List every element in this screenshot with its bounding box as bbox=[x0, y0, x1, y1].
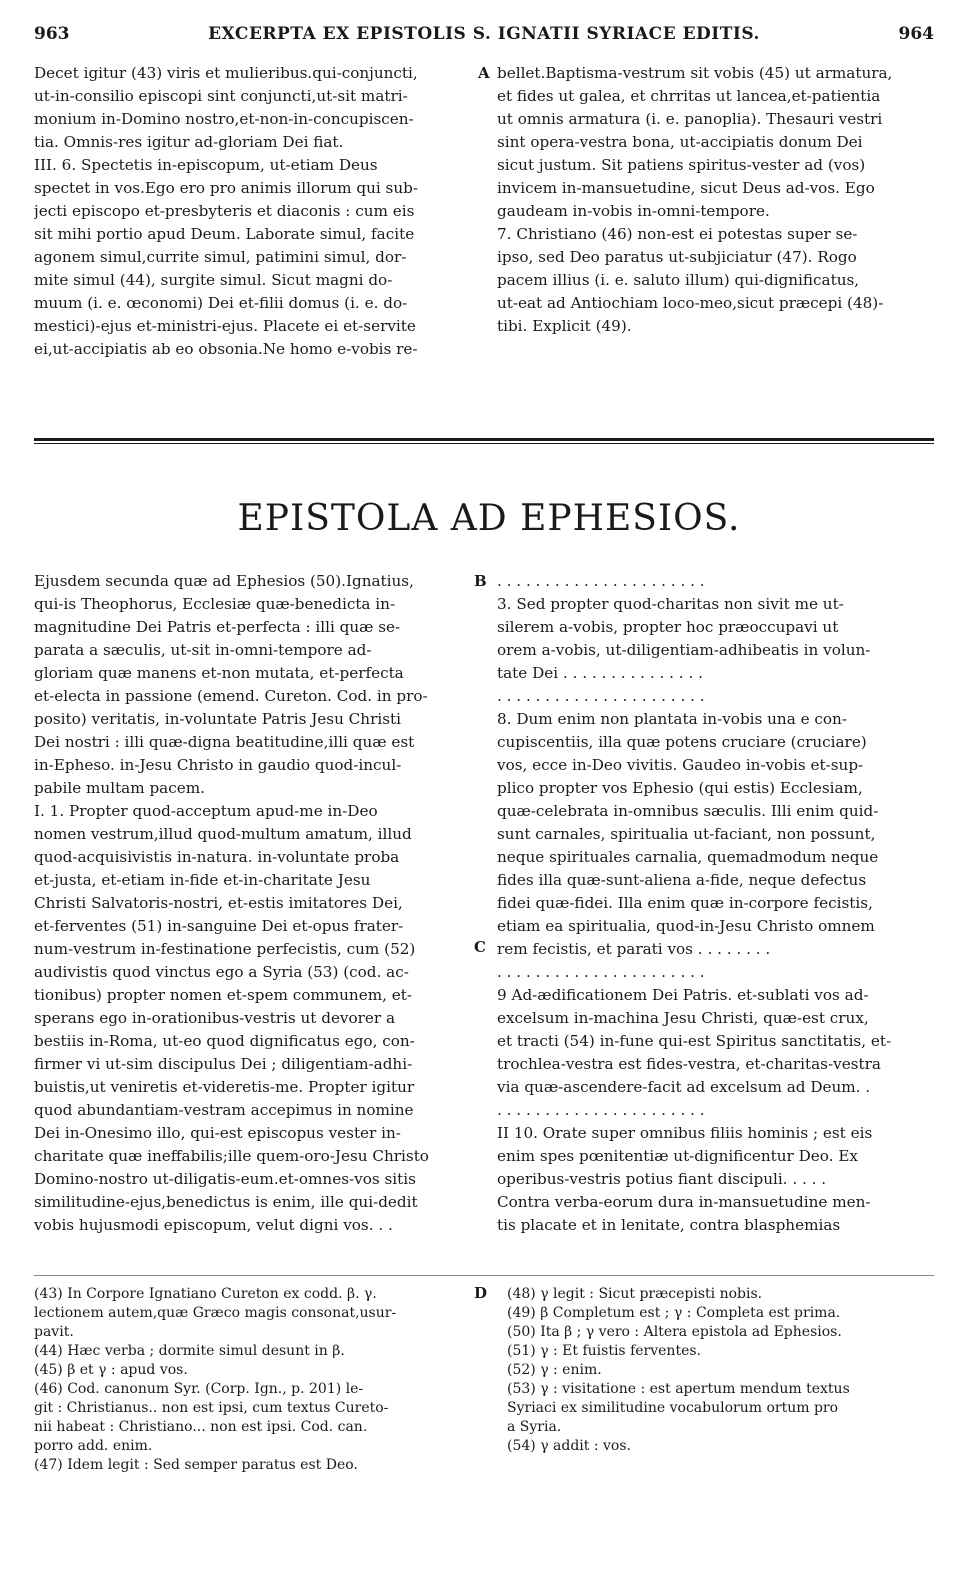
text-line: operibus-vestris potius fiant discipuli. . . . . bbox=[497, 1170, 827, 1188]
footnote-separator bbox=[34, 1275, 934, 1276]
footnote-line: (54) γ addit : vos. bbox=[507, 1438, 631, 1454]
text-line: etiam ea spiritualia, quod-in-Jesu Christo omnem bbox=[497, 917, 875, 935]
text-line: plico propter vos Ephesio (qui estis) Ecclesiam, bbox=[497, 779, 863, 797]
text-line: tionibus) propter nomen et-spem communem, et- bbox=[34, 986, 412, 1004]
text-line: gaudeam in-vobis in-omni-tempore. bbox=[497, 202, 770, 220]
footnote-line: (47) Idem legit : Sed semper paratus est Deo. bbox=[34, 1457, 358, 1473]
section-rule-thin bbox=[34, 443, 934, 444]
text-line: . . . . . . . . . . . . . . . . . . . . . . bbox=[497, 687, 705, 705]
text-line: qui-is Theophorus, Ecclesiæ quæ-benedicta in- bbox=[34, 595, 396, 613]
text-line: I. 1. Propter quod-acceptum apud-me in-Deo bbox=[34, 802, 378, 820]
footnotes-right bbox=[507, 1285, 947, 1456]
footnote-line: (49) β Completum est ; γ : Completa est prima. bbox=[507, 1305, 841, 1321]
running-head-title: EXCERPTA EX EPISTOLIS S. IGNATII SYRIACE EDITIS. bbox=[208, 24, 760, 44]
text-line: et-justa, et-etiam in-fide et-in-charitate Jesu bbox=[34, 871, 371, 889]
footnote-line: nii habeat : Christiano... non est ipsi. Cod. can. bbox=[34, 1419, 368, 1435]
text-line: nomen vestrum,illud quod-multum amatum, illud bbox=[34, 825, 412, 843]
text-line: in-Epheso. in-Jesu Christo in gaudio quod-incul- bbox=[34, 756, 402, 774]
footnote-line: (50) Ita β ; γ vero : Altera epistola ad Ephesios. bbox=[507, 1324, 842, 1340]
text-line: magnitudine Dei Patris et-perfecta : illi quæ se- bbox=[34, 618, 401, 636]
text-line: tate Dei . . . . . . . . . . . . . . . bbox=[497, 664, 703, 682]
text-line: vobis hujusmodi episcopum, velut digni vos. . . bbox=[34, 1216, 393, 1234]
text-line: bestiis in-Roma, ut-eo quod dignificatus ego, con- bbox=[34, 1032, 415, 1050]
text-line: monium in-Domino nostro,et-non-in-concupiscen- bbox=[34, 110, 414, 128]
text-line: sperans ego in-orationibus-vestris ut devorer a bbox=[34, 1009, 396, 1027]
footnote-line: Syriaci ex similitudine vocabulorum ortum pro bbox=[507, 1400, 839, 1416]
text-line: fidei quæ-fidei. Illa enim quæ in-corpore fecistis, bbox=[497, 894, 873, 912]
text-line: et tracti (54) in-fune qui-est Spiritus sanctitatis, et- bbox=[497, 1032, 892, 1050]
footnote-line: (51) γ : Et fuistis ferventes. bbox=[507, 1343, 701, 1359]
text-line: tis placate et in lenitate, contra blasphemias bbox=[497, 1216, 841, 1234]
text-line: sit mihi portio apud Deum. Laborate simul, facite bbox=[34, 225, 415, 243]
footnote-line: (53) γ : visitatione : est apertum mendum textus bbox=[507, 1381, 850, 1397]
text-line: buistis,ut veniretis et-videretis-me. Propter igitur bbox=[34, 1078, 415, 1096]
text-line: et fides ut galea, et chrritas ut lancea,et-patientia bbox=[497, 87, 881, 105]
text-line: . . . . . . . . . . . . . . . . . . . . . . bbox=[497, 963, 705, 981]
text-line: fides illa quæ-sunt-aliena a-fide, neque defectus bbox=[497, 871, 867, 889]
footnote-line: (44) Hæc verba ; dormite simul desunt in β. bbox=[34, 1343, 345, 1359]
text-line: Domino-nostro ut-diligatis-eum.et-omnes-vos sitis bbox=[34, 1170, 416, 1188]
text-line: charitate quæ ineffabilis;ille quem-oro-Jesu Christo bbox=[34, 1147, 429, 1165]
text-line: mite simul (44), surgite simul. Sicut magni do- bbox=[34, 271, 393, 289]
text-line: pabile multam pacem. bbox=[34, 779, 205, 797]
top-left-column bbox=[34, 62, 474, 361]
main-right-column bbox=[497, 570, 937, 1237]
main-left-column bbox=[34, 570, 474, 1237]
margin-marker-d: D bbox=[474, 1284, 488, 1302]
text-line: Christi Salvatoris-nostri, et-estis imitatores Dei, bbox=[34, 894, 403, 912]
text-line: . . . . . . . . . . . . . . . . . . . . . . bbox=[497, 1101, 705, 1119]
text-line: et-electa in passione (emend. Cureton. Cod. in pro- bbox=[34, 687, 428, 705]
text-line: et-ferventes (51) in-sanguine Dei et-opus frater- bbox=[34, 917, 404, 935]
margin-marker-b: B bbox=[474, 572, 487, 590]
text-line: firmer vi ut-sim discipulus Dei ; diligentiam-adhi- bbox=[34, 1055, 413, 1073]
text-line: sicut justum. Sit patiens spiritus-vester ad (vos) bbox=[497, 156, 866, 174]
footnote-line: (48) γ legit : Sicut præcepisti nobis. bbox=[507, 1286, 763, 1302]
text-line: posito) veritatis, in-voluntate Patris Jesu Christi bbox=[34, 710, 401, 728]
text-line: gloriam quæ manens et-non mutata, et-perfecta bbox=[34, 664, 404, 682]
section-title: EPISTOLA AD EPHESIOS. bbox=[237, 498, 741, 539]
text-line: Dei in-Onesimo illo, qui-est episcopus vester in- bbox=[34, 1124, 401, 1142]
text-line: audivistis quod vinctus ego a Syria (53) (cod. ac- bbox=[34, 963, 409, 981]
text-line: 9 Ad-ædificationem Dei Patris. et-sublati vos ad- bbox=[497, 986, 869, 1004]
text-line: III. 6. Spectetis in-episcopum, ut-etiam Deus bbox=[34, 156, 378, 174]
text-line: rem fecistis, et parati vos . . . . . . . . bbox=[497, 940, 771, 958]
text-line: vos, ecce in-Deo vivitis. Gaudeo in-vobis et-sup- bbox=[497, 756, 864, 774]
page-number-left: 963 bbox=[34, 24, 70, 44]
footnote-line: (52) γ : enim. bbox=[507, 1362, 602, 1378]
text-line: pacem illius (i. e. saluto illum) qui-dignificatus, bbox=[497, 271, 860, 289]
text-line: ut-eat ad Antiochiam loco-meo,sicut præcepi (48)- bbox=[497, 294, 884, 312]
text-line: ut omnis armatura (i. e. panoplia). Thesauri vestri bbox=[497, 110, 883, 128]
footnote-line: (43) In Corpore Ignatiano Cureton ex codd. β. γ. bbox=[34, 1286, 377, 1302]
text-line: via quæ-ascendere-facit ad excelsum ad Deum. . bbox=[497, 1078, 871, 1096]
text-line: invicem in-mansuetudine, sicut Deus ad-vos. Ego bbox=[497, 179, 875, 197]
footnote-line: git : Christianus.. non est ipsi, cum textus Cureto- bbox=[34, 1400, 389, 1416]
page-number-right: 964 bbox=[898, 24, 934, 44]
text-line: quæ-celebrata in-omnibus sæculis. Illi enim quid- bbox=[497, 802, 879, 820]
text-line: parata a sæculis, ut-sit in-omni-tempore ad- bbox=[34, 641, 372, 659]
text-line: ut-in-consilio episcopi sint conjuncti,ut-sit matri- bbox=[34, 87, 408, 105]
text-line: ei,ut-accipiatis ab eo obsonia.Ne homo e-vobis re- bbox=[34, 340, 418, 358]
text-line: jecti episcopo et-presbyteris et diaconis : cum eis bbox=[34, 202, 415, 220]
footnote-line: a Syria. bbox=[507, 1419, 562, 1435]
section-rule-thick bbox=[34, 438, 934, 441]
running-head bbox=[34, 24, 934, 50]
text-line: sint opera-vestra bona, ut-accipiatis donum Dei bbox=[497, 133, 863, 151]
text-line: spectet in vos.Ego ero pro animis illorum qui sub- bbox=[34, 179, 418, 197]
text-line: 7. Christiano (46) non-est ei potestas super se- bbox=[497, 225, 858, 243]
text-line: quod-acquisivistis in-natura. in-voluntate proba bbox=[34, 848, 400, 866]
text-line: enim spes pœnitentiæ ut-dignificentur Deo. Ex bbox=[497, 1147, 858, 1165]
text-line: muum (i. e. œconomi) Dei et-filii domus (i. e. do- bbox=[34, 294, 408, 312]
margin-marker-a: A bbox=[478, 64, 490, 82]
text-line: Dei nostri : illi quæ-digna beatitudine,illi quæ est bbox=[34, 733, 415, 751]
text-line: Ejusdem secunda quæ ad Ephesios (50).Ignatius, bbox=[34, 572, 414, 590]
footnote-line: (46) Cod. canonum Syr. (Corp. Ign., p. 201) le- bbox=[34, 1381, 364, 1397]
text-line: silerem a-vobis, propter hoc præoccupavi ut bbox=[497, 618, 839, 636]
text-line: excelsum in-machina Jesu Christi, quæ-est crux, bbox=[497, 1009, 869, 1027]
text-line: quod abundantiam-vestram accepimus in nomine bbox=[34, 1101, 414, 1119]
text-line: tia. Omnis-res igitur ad-gloriam Dei fiat. bbox=[34, 133, 344, 151]
top-right-column bbox=[497, 62, 937, 338]
footnote-line: (45) β et γ : apud vos. bbox=[34, 1362, 188, 1378]
footnotes-left bbox=[34, 1285, 484, 1475]
margin-marker-c: C bbox=[474, 938, 486, 956]
text-line: 3. Sed propter quod-charitas non sivit me ut- bbox=[497, 595, 844, 613]
text-line: 8. Dum enim non plantata in-vobis una e con- bbox=[497, 710, 847, 728]
text-line: num-vestrum in-festinatione perfecistis, cum (52) bbox=[34, 940, 416, 958]
text-line: Contra verba-eorum dura in-mansuetudine men- bbox=[497, 1193, 871, 1211]
text-line: sunt carnales, spiritualia ut-faciant, non possunt, bbox=[497, 825, 876, 843]
text-line: mestici)-ejus et-ministri-ejus. Placete ei et-servite bbox=[34, 317, 416, 335]
text-line: tibi. Explicit (49). bbox=[497, 317, 632, 335]
footnote-line: porro add. enim. bbox=[34, 1438, 153, 1454]
text-line: similitudine-ejus,benedictus is enim, ille qui-dedit bbox=[34, 1193, 418, 1211]
footnote-line: lectionem autem,quæ Græco magis consonat,usur- bbox=[34, 1305, 397, 1321]
footnote-line: pavit. bbox=[34, 1324, 74, 1340]
text-line: bellet.Baptisma-vestrum sit vobis (45) ut armatura, bbox=[497, 64, 893, 82]
text-line: neque spirituales carnalia, quemadmodum neque bbox=[497, 848, 879, 866]
text-line: Decet igitur (43) viris et mulieribus.qui-conjuncti, bbox=[34, 64, 418, 82]
text-line: orem a-vobis, ut-diligentiam-adhibeatis in volun- bbox=[497, 641, 871, 659]
text-line: ipso, sed Deo paratus ut-subjiciatur (47). Rogo bbox=[497, 248, 857, 266]
text-line: cupiscentiis, illa quæ potens cruciare (cruciare) bbox=[497, 733, 867, 751]
text-line: agonem simul,currite simul, patimini simul, dor- bbox=[34, 248, 407, 266]
text-line: trochlea-vestra est fides-vestra, et-charitas-vestra bbox=[497, 1055, 881, 1073]
text-line: . . . . . . . . . . . . . . . . . . . . . . bbox=[497, 572, 705, 590]
text-line: II 10. Orate super omnibus filiis hominis ; est eis bbox=[497, 1124, 873, 1142]
